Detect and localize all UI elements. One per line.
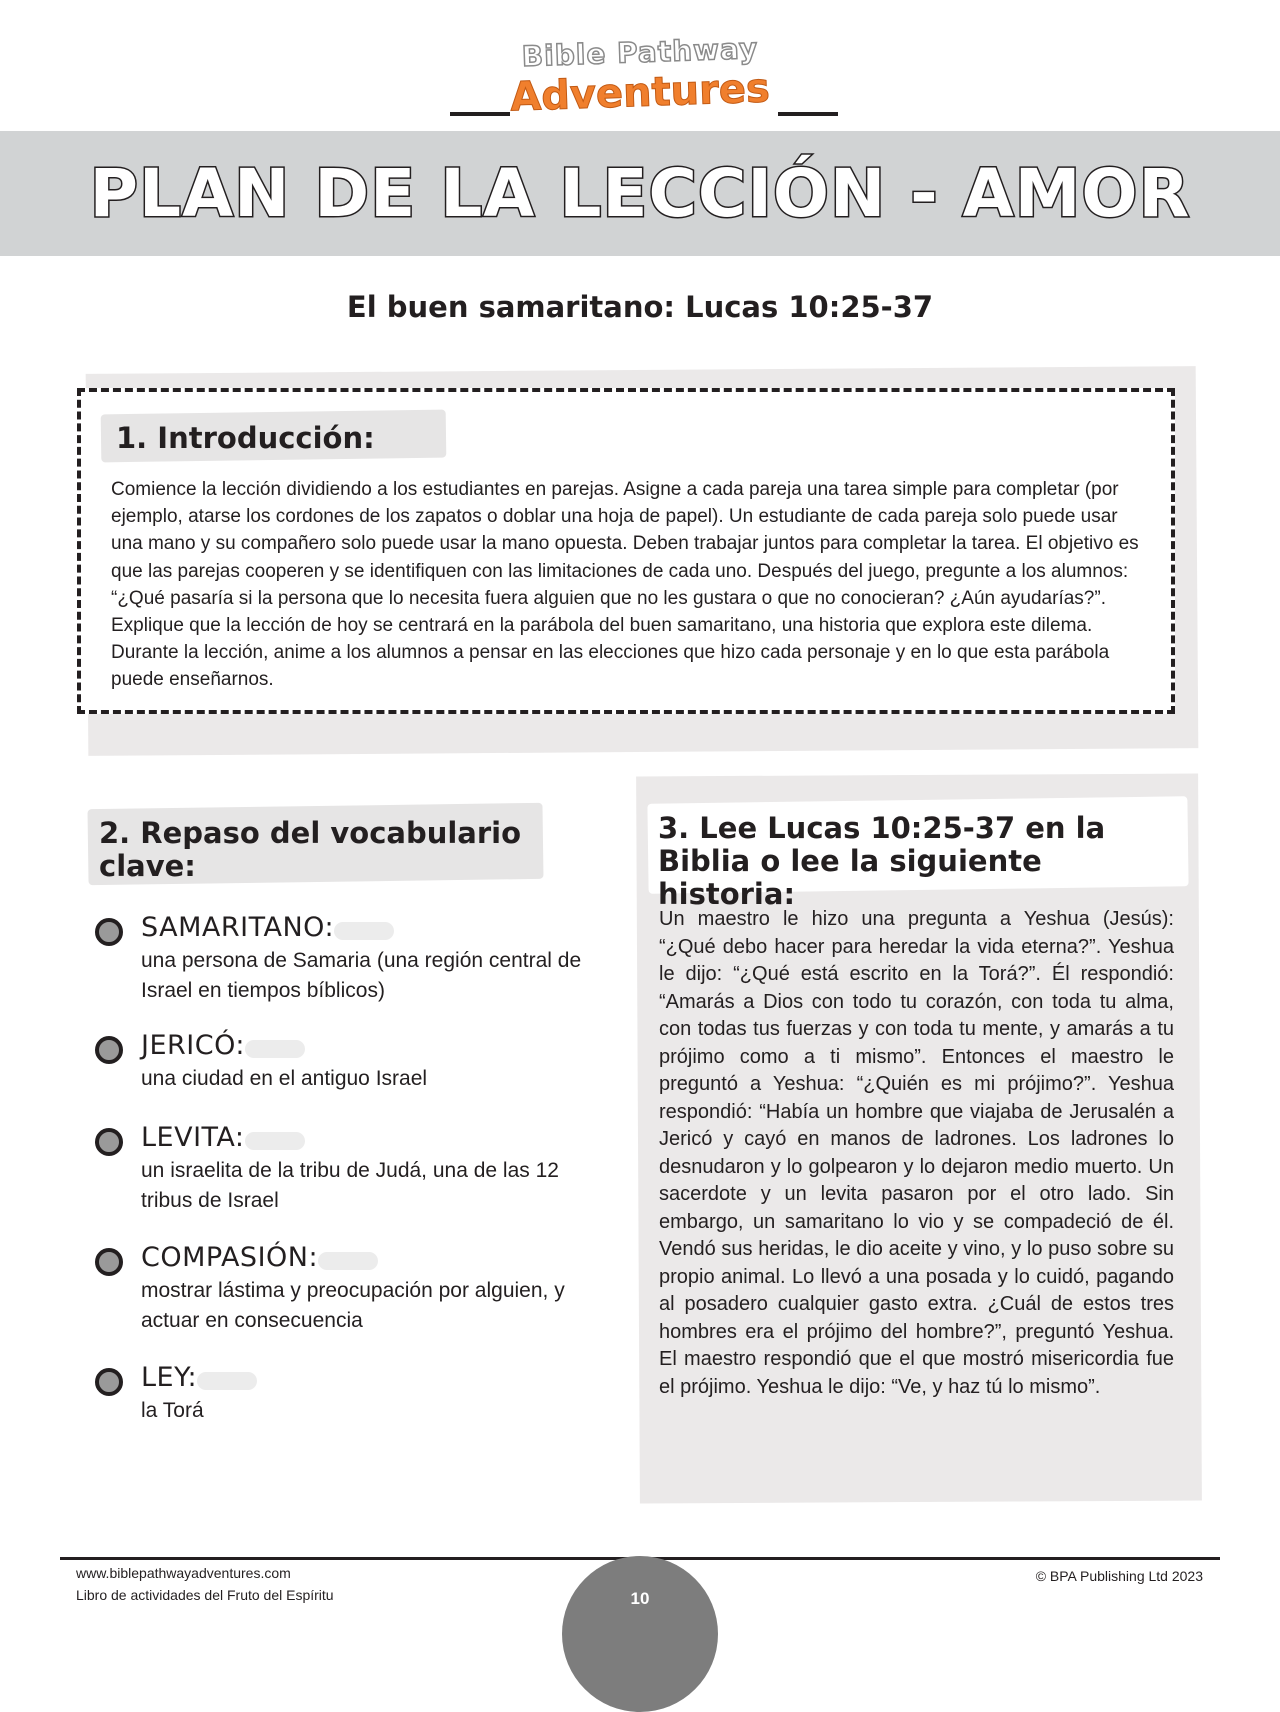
page-subtitle: El buen samaritano: Lucas 10:25-37: [346, 290, 934, 324]
vocab-definition: un israelita de la tribu de Judá, una de las 12 tribus de Israel: [141, 1159, 559, 1212]
intro-text: Comience la lección dividiendo a los estudiantes en parejas. Asigne a cada pareja una tarea simple para completar (por ejemplo, atarse los cordones de los zapatos o doblar una hoja de papel). Un estudiante de cada pareja solo puede usar una mano y su compañero solo puede usar la mano opuesta. Deben trabajar juntos para completar la tarea. El objetivo es que las parejas cooperen y se identifiquen con las limitaciones de cada uno. Después del juego, pregunte a los alumnos: “¿Qué pasaría si la persona que lo necesita fuera alguien que no les gustara o que no conocieran? ¿Aún ayudarías?”. Explique que la lección de hoy se centrará en la parábola del buen samaritano, una historia que explora este dilema. Durante la lección, anime a los alumnos a pensar en las elecciones que hizo cada personaje y en lo que esta parábola puede enseñarnos.: [111, 479, 1139, 691]
bullet-icon: [95, 1128, 123, 1156]
logo-divider-left: [450, 112, 510, 116]
vocab-item: [95, 1028, 427, 1094]
vocab-term: JERICÓ:: [141, 1028, 245, 1064]
vocab-term: SAMARITANO:: [141, 910, 334, 946]
page-number: 10: [630, 1589, 650, 1608]
vocab-item: [95, 1240, 615, 1336]
vocab-term: COMPASIÓN:: [141, 1240, 318, 1276]
vocab-definition: la Torá: [141, 1399, 204, 1422]
intro-section: [77, 388, 1175, 714]
logo: [0, 30, 1280, 120]
story-heading: 3. Lee Lucas 10:25-37 en la Biblia o lee la siguiente historia:: [658, 811, 1106, 911]
vocab-definition: mostrar lástima y preocupación por alguien, y actuar en consecuencia: [141, 1279, 565, 1332]
bullet-icon: [95, 1036, 123, 1064]
bullet-icon: [95, 1248, 123, 1276]
vocab-item: [95, 1360, 204, 1426]
vocab-definition: una ciudad en el antiguo Israel: [141, 1067, 428, 1090]
logo-divider-right: [778, 112, 838, 116]
logo-line-2: Adventures: [509, 65, 771, 121]
bullet-icon: [95, 918, 123, 946]
bullet-icon: [95, 1368, 123, 1396]
vocab-item: [95, 1120, 615, 1216]
logo-line-1: Bible Pathway: [521, 31, 759, 74]
vocab-term: LEY:: [141, 1360, 197, 1396]
title-band: [0, 131, 1280, 256]
vocab-item: [95, 910, 615, 1006]
vocab-heading: 2. Repaso del vocabulario clave:: [99, 816, 522, 883]
page-title: PLAN DE LA LECCIÓN - AMOR: [89, 155, 1191, 232]
footer-url[interactable]: www.biblepathwayadventures.com: [76, 1565, 291, 1581]
intro-heading: 1. Introducción:: [116, 421, 375, 455]
footer-copyright: © BPA Publishing Ltd 2023: [1035, 1568, 1203, 1584]
vocab-term: LEVITA:: [141, 1120, 245, 1156]
vocab-definition: una persona de Samaria (una región central de Israel en tiempos bíblicos): [141, 949, 582, 1002]
page-number-tab: [562, 1556, 718, 1712]
story-text: Un maestro le hizo una pregunta a Yeshua (Jesús): “¿Qué debo hacer para heredar la vida eterna?”. Yeshua le dijo: “¿Qué está escrito en la Torá?”. Él respondió: “Amarás a Dios con todo tu corazón, con toda tu alma, con todas tus fuerzas y con toda tu mente, y amarás a tu prójimo como a ti mismo”. Entonces el maestro le preguntó a Yeshua: “¿Quién es mi prójimo?”. Yeshua respondió: “Había un hombre que viajaba de Jerusalén a Jericó y cayó en manos de ladrones. Los ladrones lo desnudaron y lo golpearon y lo dejaron medio muerto. Un sacerdote y un levita pasaron por el otro lado. Sin embargo, un samaritano lo vio y se compadeció de él. Vendó sus heridas, le dio aceite y vino, y lo puso sobre su propio animal. Lo llevó a una posada y lo cuidó, pagando al posadero cualquier gasto extra. ¿Cuál de estos tres hombres era el prójimo del hombre?”, preguntó Yeshua. El maestro respondió que el que mostró misericordia fue el prójimo. Yeshua le dijo: “Ve, y haz tú lo mismo”.: [659, 908, 1174, 1398]
footer-book-title: Libro de actividades del Fruto del Espíritu: [76, 1587, 334, 1603]
